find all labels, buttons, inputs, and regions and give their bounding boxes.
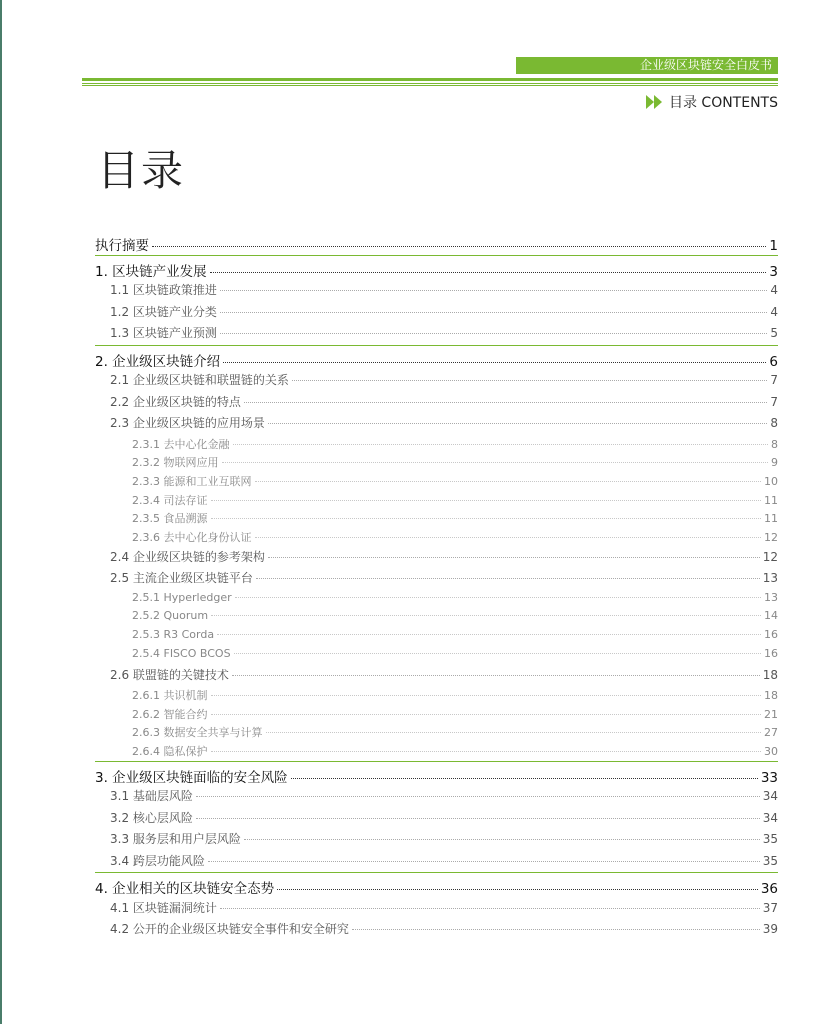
toc-subsection[interactable]	[95, 609, 778, 622]
toc-entry-page: 37	[762, 900, 778, 915]
header-rule	[82, 83, 778, 84]
toc-section[interactable]	[95, 787, 778, 804]
toc-entry-title: 2.3.4 司法存证	[132, 493, 208, 507]
dot-leader	[220, 333, 767, 334]
dot-leader	[268, 557, 760, 558]
toc-entry-title: 2.5.3 R3 Corda	[132, 628, 215, 642]
toc-entry-title: 2.3 企业级区块链的应用场景	[110, 416, 265, 430]
toc-section[interactable]	[95, 899, 778, 916]
toc-entry-page: 30	[764, 745, 778, 759]
toc-entry-title: 2.6.3 数据安全共享与计算	[132, 726, 263, 740]
section-separator	[95, 255, 778, 256]
dot-leader	[220, 908, 760, 909]
toc-section[interactable]	[95, 303, 778, 320]
dot-leader	[244, 402, 767, 403]
toc-entry-page: 7	[770, 373, 778, 387]
toc-entry-title: 3.4 跨层功能风险	[110, 853, 205, 868]
dot-leader	[255, 481, 762, 482]
toc-entry-page: 4	[770, 304, 778, 319]
toc-chapter[interactable]	[95, 877, 778, 897]
document-title: 企业级区块链安全白皮书	[639, 58, 772, 72]
toc-entry-page: 12	[764, 531, 778, 544]
dot-leader	[223, 362, 766, 363]
toc-entry-page: 16	[764, 628, 778, 642]
double-chevron-right-icon	[646, 95, 664, 109]
dot-leader	[235, 597, 761, 598]
toc-entry-page: 12	[762, 549, 778, 564]
toc-entry-page: 27	[764, 726, 778, 740]
dot-leader	[232, 675, 760, 676]
toc-entry-title: 1.3 区块链产业预测	[110, 326, 217, 340]
dot-leader	[268, 423, 767, 424]
dot-leader	[152, 246, 766, 247]
toc-entry-title: 2.3.1 去中心化金融	[132, 437, 230, 451]
toc-entry-page: 33	[760, 769, 778, 786]
toc-entry-title: 3.2 核心层风险	[110, 810, 193, 825]
toc-entry-page: 6	[769, 353, 778, 370]
toc-entry-title: 1.2 区块链产业分类	[110, 304, 217, 319]
toc-entry-page: 7	[770, 394, 778, 409]
toc-subsection[interactable]	[95, 473, 778, 489]
toc-entry-page: 8	[770, 416, 778, 430]
toc-subsection[interactable]	[95, 529, 778, 545]
toc-entry-title: 3.1 基础层风险	[110, 789, 193, 804]
page-spine	[0, 0, 2, 1024]
toc-subsection[interactable]	[95, 510, 778, 526]
dot-leader	[217, 634, 761, 635]
dot-leader	[352, 929, 760, 930]
toc-section[interactable]	[95, 414, 778, 431]
section-separator	[95, 345, 778, 346]
dot-leader	[196, 818, 760, 819]
toc-section[interactable]	[95, 393, 778, 410]
dot-leader	[211, 695, 762, 696]
dot-leader	[291, 778, 758, 779]
toc-section[interactable]	[95, 852, 778, 869]
toc-entry-title: 2.6 联盟链的关键技术	[110, 667, 229, 682]
toc-entry-title: 4.1 区块链漏洞统计	[110, 900, 217, 915]
dot-leader	[256, 578, 760, 579]
toc-section[interactable]	[95, 281, 778, 298]
section-separator	[95, 761, 778, 762]
dot-leader	[255, 537, 762, 538]
toc-entry-page: 11	[764, 512, 778, 526]
toc-entry-page: 1	[769, 238, 778, 254]
toc-entry-title: 2.1 企业级区块链和联盟链的关系	[110, 373, 289, 387]
document-title-band	[516, 57, 778, 74]
toc-section[interactable]	[95, 324, 778, 341]
toc-entry-title: 3. 企业级区块链面临的安全风险	[95, 769, 288, 786]
toc-entry-page: 5	[770, 326, 778, 340]
toc-entry-page: 34	[762, 810, 778, 825]
toc-section[interactable]	[95, 666, 778, 683]
toc-entry-title: 执行摘要	[95, 238, 149, 254]
toc-entry-page: 13	[762, 571, 778, 586]
toc-entry-page: 34	[762, 789, 778, 804]
toc-entry-title: 1.1 区块链政策推进	[110, 283, 217, 297]
toc-entry-page: 39	[762, 922, 778, 937]
toc-subsection[interactable]	[95, 628, 778, 641]
toc-entry-page: 35	[762, 832, 778, 847]
toc-entry-page: 10	[764, 474, 778, 488]
toc-entry-page: 16	[764, 646, 778, 660]
dot-leader	[211, 615, 761, 616]
toc-entry-page: 21	[764, 707, 778, 721]
dot-leader	[211, 500, 762, 501]
toc-entry-page: 35	[762, 853, 778, 868]
toc-entry-title: 2. 企业级区块链介绍	[95, 353, 221, 370]
header-rule	[82, 78, 778, 81]
dot-leader	[220, 312, 767, 313]
section-separator	[95, 872, 778, 873]
toc-entry-title: 1. 区块链产业发展	[95, 263, 207, 280]
toc-entry-title: 2.3.3 能源和工业互联网	[132, 474, 252, 488]
toc-entry-title: 2.5.2 Quorum	[132, 609, 209, 623]
toc-section[interactable]	[95, 371, 778, 388]
dot-leader	[292, 380, 767, 381]
toc-entry-title: 4. 企业相关的区块链安全态势	[95, 881, 275, 898]
dot-leader	[210, 272, 767, 273]
toc-subsection[interactable]	[95, 706, 778, 722]
toc-entry-page: 14	[764, 609, 778, 623]
toc-entry-page: 13	[764, 590, 778, 604]
dot-leader	[196, 796, 760, 797]
dot-leader	[211, 714, 762, 715]
toc-entry-title: 2.4 企业级区块链的参考架构	[110, 549, 265, 564]
toc-subsection[interactable]	[95, 591, 778, 604]
dot-leader	[220, 290, 767, 291]
header-rule	[82, 85, 778, 86]
toc-entry-page: 11	[764, 493, 778, 507]
toc-entry-title: 2.6.2 智能合约	[132, 707, 208, 721]
contents-label	[646, 93, 778, 111]
toc-entry-title: 2.6.4 隐私保护	[132, 745, 208, 759]
toc-subsection[interactable]	[95, 492, 778, 508]
page-title: 目录	[97, 146, 186, 195]
dot-leader	[211, 518, 762, 519]
toc-entry-title: 2.3.6 去中心化身份认证	[132, 531, 252, 544]
toc-section[interactable]	[95, 569, 778, 586]
dot-leader	[234, 653, 761, 654]
toc-entry-title: 2.5.1 Hyperledger	[132, 590, 232, 604]
toc-section[interactable]	[95, 809, 778, 826]
toc-subsection[interactable]	[95, 436, 778, 452]
toc-subsection[interactable]	[95, 724, 778, 740]
dot-leader	[208, 861, 760, 862]
contents-label-text: 目录 CONTENTS	[668, 95, 778, 111]
toc-section[interactable]	[95, 830, 778, 847]
toc-entry-page: 9	[771, 456, 778, 470]
toc-chapter[interactable]	[95, 260, 778, 280]
toc-chapter[interactable]	[95, 766, 778, 786]
toc-entry-page: 8	[771, 437, 778, 451]
toc-entry-title: 4.2 公开的企业级区块链安全事件和安全研究	[110, 922, 349, 937]
toc-subsection[interactable]	[95, 687, 778, 703]
toc-entry-page: 3	[769, 263, 778, 280]
toc-subsection[interactable]	[95, 743, 778, 759]
dot-leader	[222, 462, 769, 463]
toc-entry-page: 4	[770, 283, 778, 297]
toc-entry-title: 2.3.5 食品溯源	[132, 512, 208, 526]
dot-leader	[266, 732, 762, 733]
toc-subsection[interactable]	[95, 647, 778, 660]
toc-entry-title: 3.3 服务层和用户层风险	[110, 832, 241, 847]
toc-entry-page: 18	[762, 667, 778, 682]
toc-chapter[interactable]	[95, 234, 778, 254]
toc-entry-page: 36	[760, 881, 778, 898]
toc-entry-title: 2.5.4 FISCO BCOS	[132, 646, 231, 660]
toc-section[interactable]	[95, 920, 778, 937]
toc-entry-title: 2.2 企业级区块链的特点	[110, 394, 241, 409]
toc-section[interactable]	[95, 548, 778, 565]
dot-leader	[233, 444, 769, 445]
toc-entry-title: 2.5 主流企业级区块链平台	[110, 571, 253, 586]
toc-chapter[interactable]	[95, 350, 778, 370]
dot-leader	[277, 889, 758, 890]
toc-entry-title: 2.3.2 物联网应用	[132, 456, 219, 470]
dot-leader	[211, 751, 762, 752]
dot-leader	[244, 839, 760, 840]
toc-subsection[interactable]	[95, 454, 778, 470]
toc-entry-page: 18	[764, 689, 778, 702]
toc-entry-title: 2.6.1 共识机制	[132, 689, 208, 702]
